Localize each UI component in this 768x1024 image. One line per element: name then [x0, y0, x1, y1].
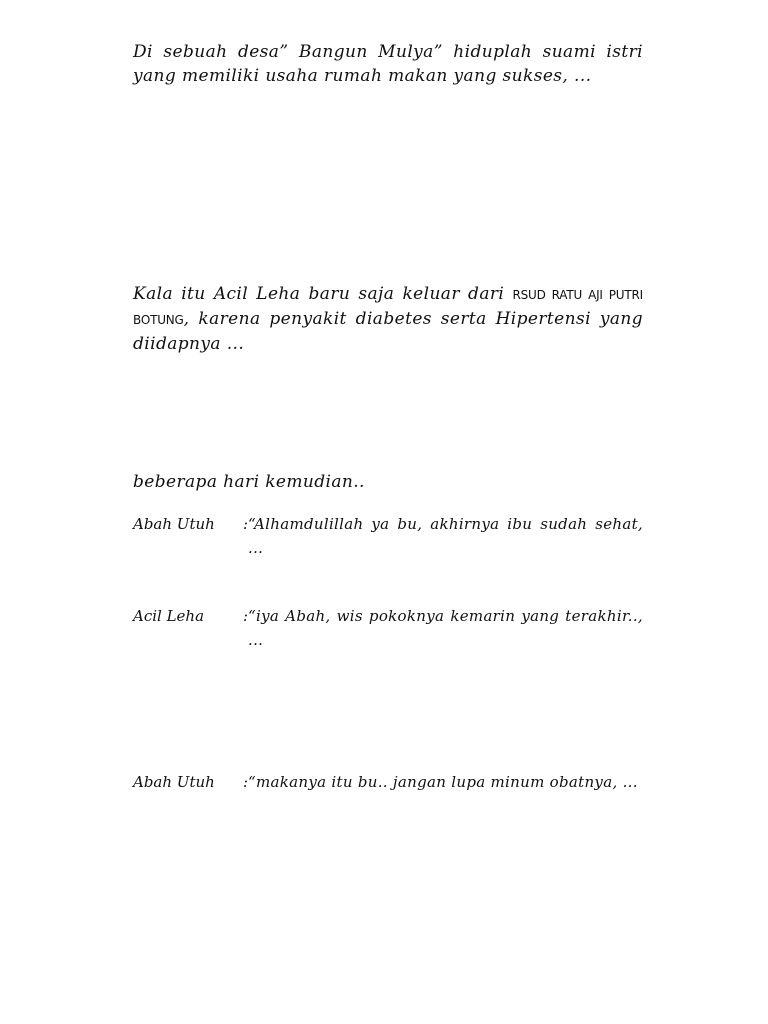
- hospital-name: RSUD RATU AJI PUTRI BOTUNG: [133, 288, 643, 327]
- event-text-end: , karena penyakit diabetes serta Hipertensi yang diidapnya ...: [133, 309, 643, 354]
- dialogue-text: “makanya itu bu.. jangan lupa minum obatnya, ...: [248, 773, 638, 791]
- dialogue-text: “Alhamdulillah ya bu, akhirnya ibu sudah sehat, ...: [248, 515, 643, 557]
- dialogue-text: “iya Abah, wis pokoknya kemarin yang terakhir.., ...: [248, 607, 643, 649]
- speaker-separator: :: [243, 515, 249, 533]
- intro-paragraph: Di sebuah desa” Bangun Mulya” hiduplah suami istri yang memiliki usaha rumah makan yang sukses, ...: [133, 42, 643, 86]
- speaker-separator: :: [243, 773, 249, 791]
- time-transition-paragraph: beberapa hari kemudian..: [133, 472, 365, 492]
- speaker-separator: :: [243, 607, 249, 625]
- event-text-start: Kala itu Acil Leha baru saja keluar dari: [133, 284, 513, 304]
- speaker-name: Abah Utuh: [133, 773, 215, 791]
- speaker-name: Abah Utuh: [133, 515, 215, 533]
- speaker-name: Acil Leha: [133, 607, 205, 625]
- hospital-discharge-paragraph: [133, 282, 643, 356]
